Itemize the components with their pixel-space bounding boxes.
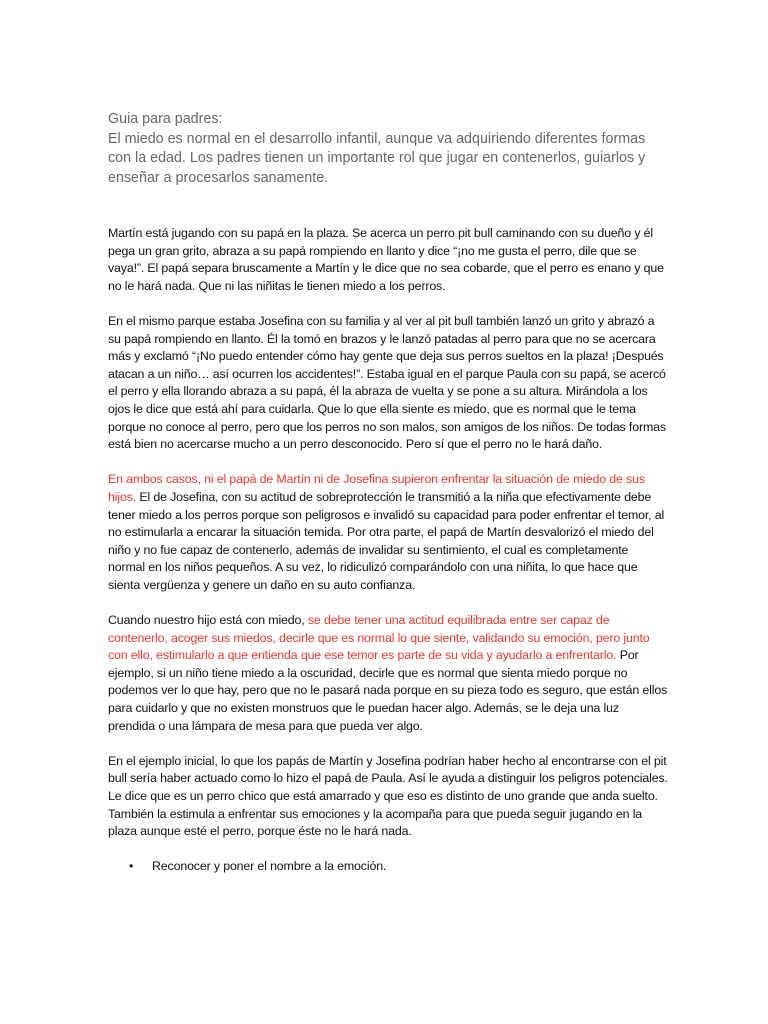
bullet-list: [108, 858, 668, 876]
paragraph-text: El de Josefina, con su actitud de sobreprotección le transmitió a la niña que efectivamente debe tener miedo a los perros porque son peligrosos e invalidó su capacidad para poder enfrentar el temor, al no estimularla a encarar la situación temida. Por otra parte, el papá de Martín desvalorizó el miedo del niño y no fue capaz de contenerlo, además de invalidar su sentimiento, el cual es completamente normal en los niños pequeños. A su vez, lo ridiculizó comparándolo con una niñita, lo que hace que sienta vergüenza y genere un daño en su auto confianza.: [108, 489, 665, 592]
list-item: [108, 858, 668, 876]
paragraph-analysis: [108, 471, 668, 594]
paragraph-josefina-paula: En el mismo parque estaba Josefina con su familia y al ver al pit bull también lanzó un grito y abrazó a su papá rompiendo en llanto. Él la tomó en brazos y le lanzó patadas al perro para que no se acercara más y exclamó “¡No puedo entender cómo hay gente que deja sus perros sueltos en la plaza! ¡Después atacan a un niño… así ocurren los accidentes!”. Estaba igual en el parque Paula con su papá, se acercó el perro y ella llorando abraza a su papá, él la abraza de vuelta y se pone a su altura. Mirándola a los ojos le dice que está ahí para cuidarla. Que lo que ella siente es miedo, que es normal que le tema porque no conoce al perro, pero que los perros no son malos, son amigos de los niños. De todas formas está bien no acercarse mucho a un perro desconocido. Pero sí que el perro no le hará daño.: [108, 313, 666, 452]
highlight-text: En ambos casos, ni el papá de Martín ni de Josefina supieron enfrentar la situación de miedo de sus hijos.: [108, 472, 645, 504]
document-header: [108, 110, 665, 188]
paragraph-martin: Martín está jugando con su papá en la plaza. Se acerca un perro pit bull caminando con su dueño y él pega un gran grito, abraza a su papá rompiendo en llanto y dice “¡no me gusta el perro, dile que se vaya!”. El papá separa bruscamente a Martín y le dice que no sea cobarde, que el perro es enano y que no le hará nada. Que ni las niñitas le tienen miedo a los perros.: [108, 226, 664, 293]
list-item-text: Reconocer y poner el nombre a la emoción.: [152, 859, 387, 874]
highlight-text: se debe tener una actitud equilibrada entre ser capaz de contenerlo, acoger sus miedos, decirle que es normal lo que siente, validando su emoción, pero junto con ello, estimularlo a que entienda que ese temor es parte de su vida y ayudarlo a enfrentarlo.: [108, 613, 650, 663]
paragraph-advice: [108, 612, 668, 735]
guide-intro: El miedo es normal en el desarrollo infantil, aunque va adquiriendo diferentes formas con la edad. Los padres tienen un importante rol que jugar en contenerlos, guiarlos y enseñar a procesarlos sanamente.: [108, 130, 646, 186]
bullet-icon: •: [129, 859, 134, 874]
document-body: [108, 225, 668, 876]
paragraph-text: Cuando nuestro hijo está con miedo,: [108, 613, 308, 628]
paragraph-conclusion: En el ejemplo inicial, lo que los papás de Martín y Josefina podrían haber hecho al encontrarse con el pit bull sería haber actuado como lo hizo el papá de Paula. Así le ayuda a distinguir los peligros potenciales. Le dice que es un perro chico que está amarrado y que eso es distinto de uno grande que anda suelto. También la estimula a enfrentar sus emociones y la acompaña para que pueda seguir jugando en la plaza aunque esté el perro, porque éste no le hará nada.: [108, 753, 668, 839]
paragraph-text: Por ejemplo, si un niño tiene miedo a la oscuridad, decirle que es normal que sienta miedo porque no podemos ver lo que hay, pero que no le pasará nada porque en su pieza todo es seguro, que están ellos para cuidarlo y que no existen monstruos que le puedan hacer algo. Además, se le deja una luz prendida o una lámpara de mesa para que pueda ver algo.: [108, 648, 668, 733]
guide-title: Guia para padres:: [108, 111, 223, 127]
